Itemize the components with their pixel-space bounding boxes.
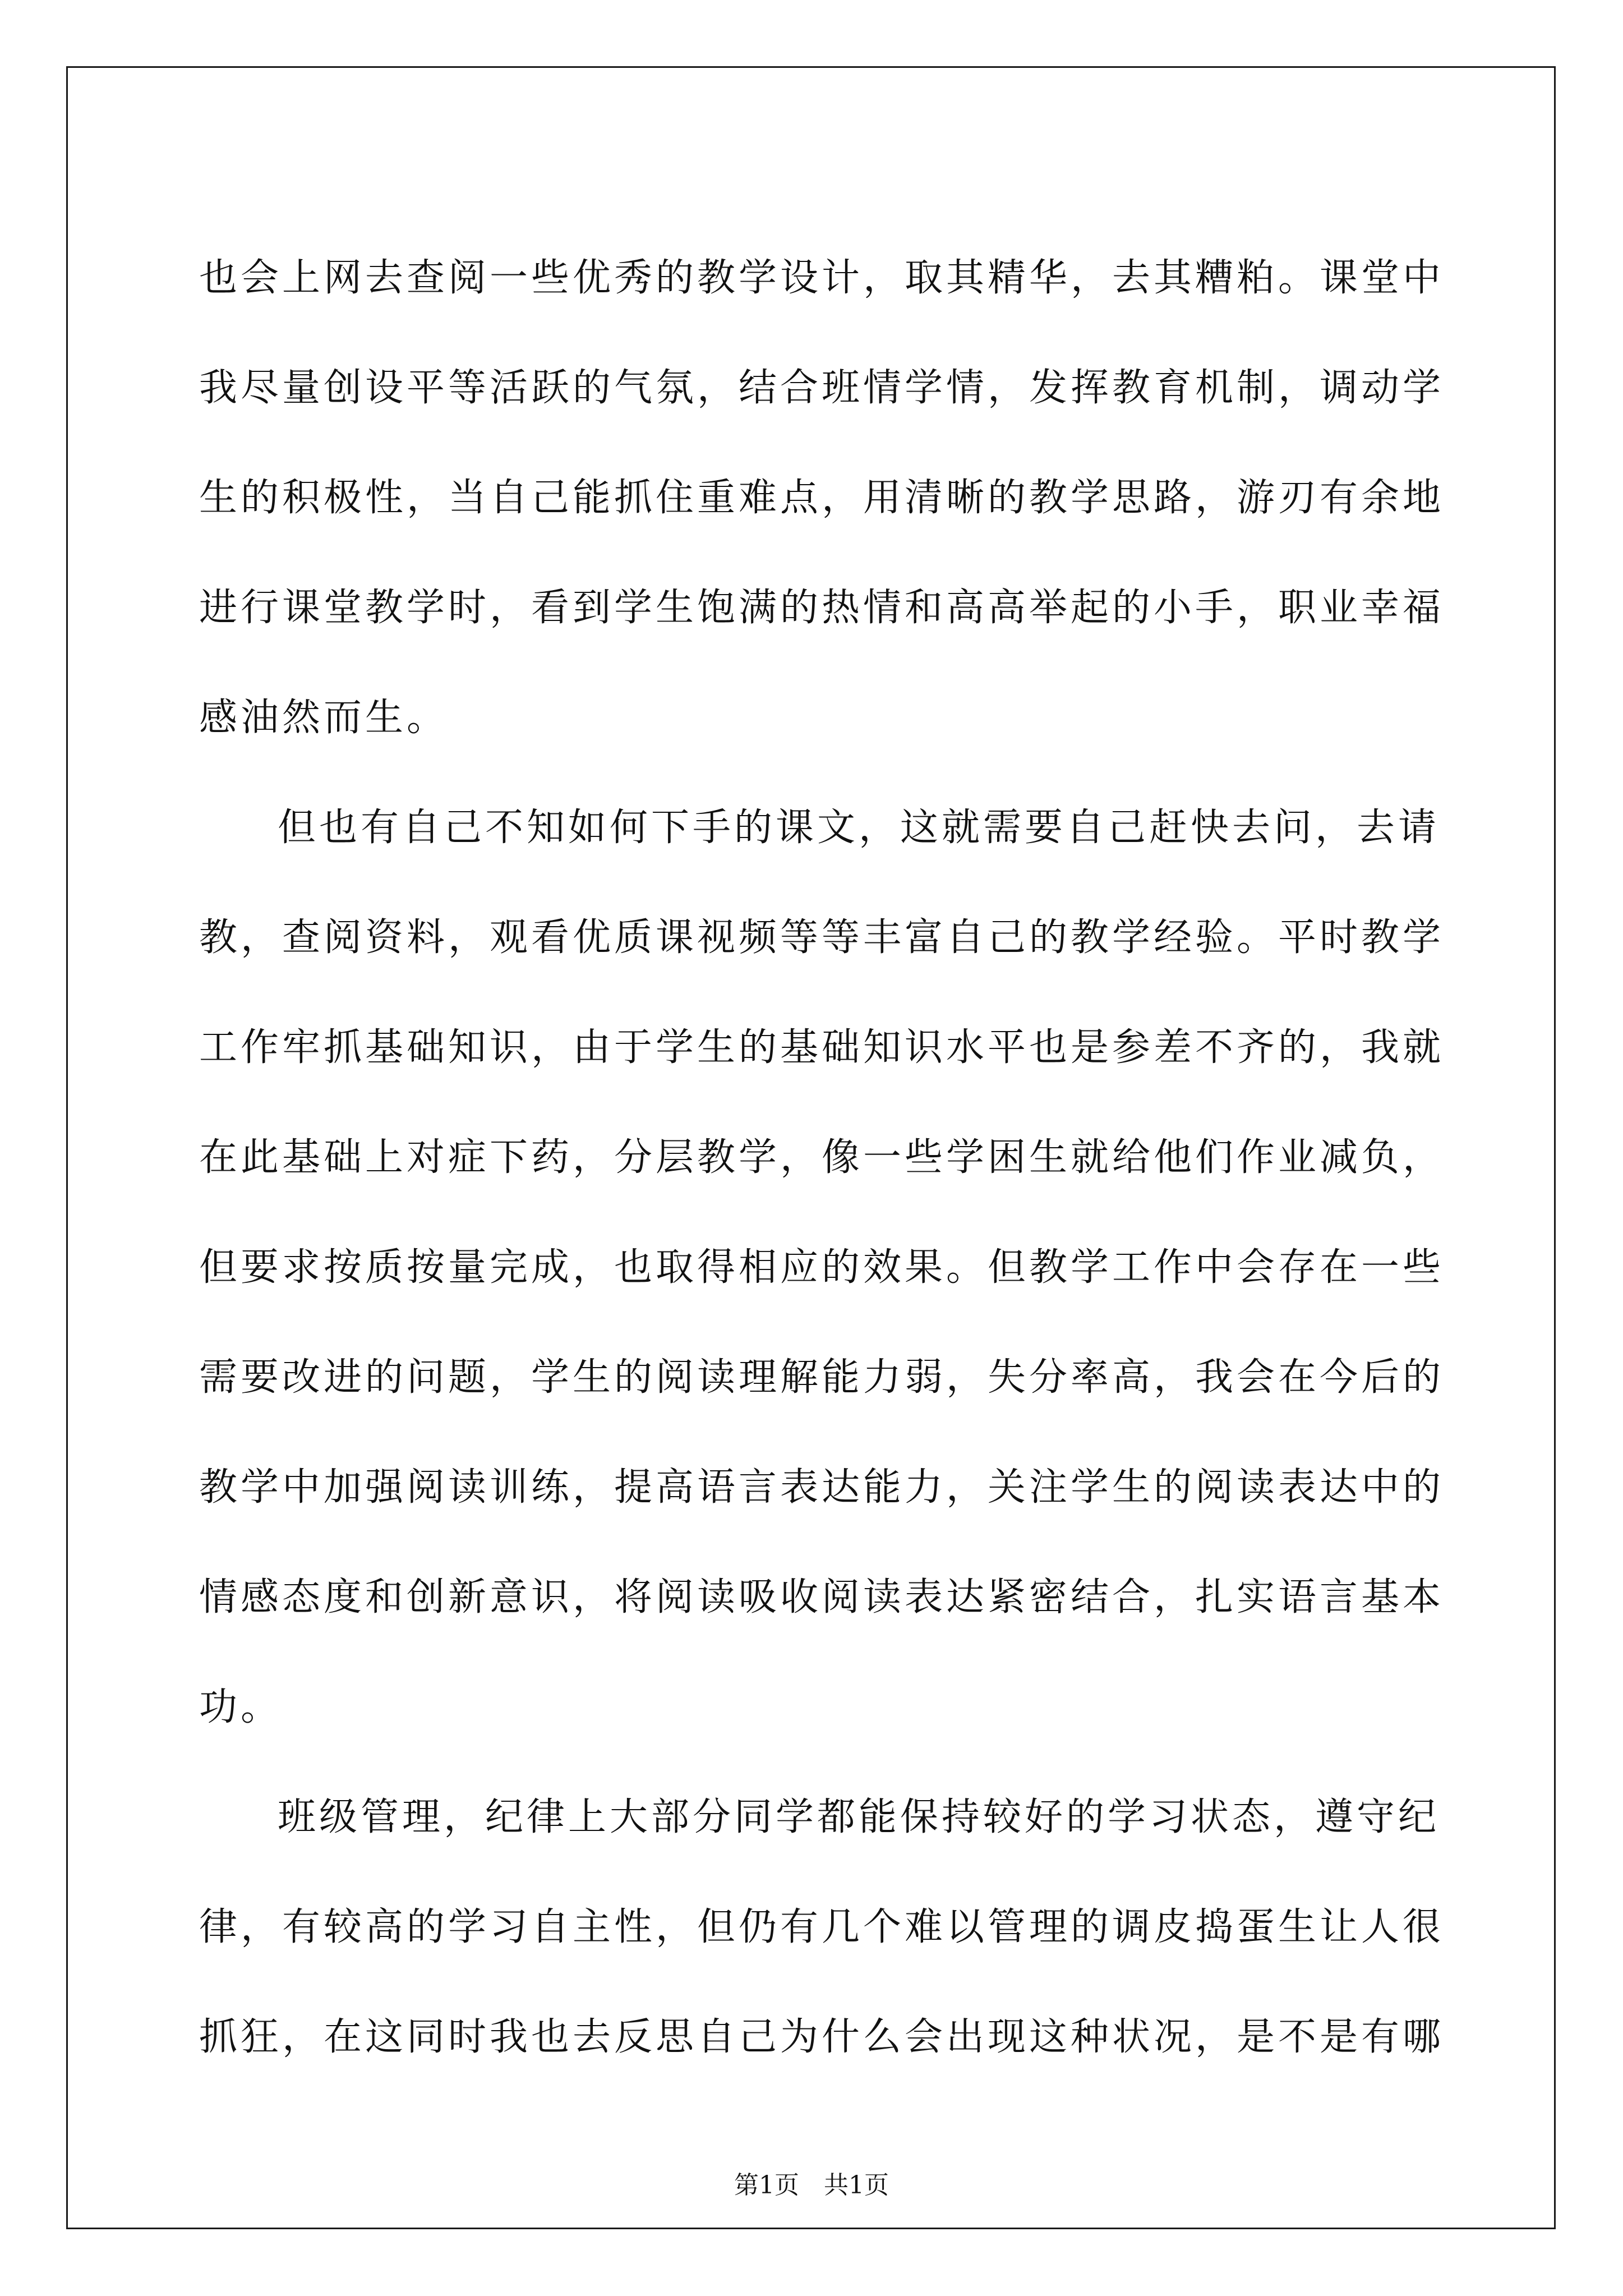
text-line: 工作牢抓基础知识，由于学生的基础知识水平也是参差不齐的，我就 xyxy=(199,1025,1445,1070)
text-line: 抓狂，在这同时我也去反思自己为什么会出现这种状况，是不是有哪 xyxy=(199,2015,1445,2059)
text-line: 情感态度和创新意识，将阅读吸收阅读表达紧密结合，扎实语言基本 xyxy=(199,1575,1445,1619)
text-line: 感油然而生。 xyxy=(199,696,449,740)
page-number-label: 第1页 共1页 xyxy=(734,2171,889,2200)
text-line: 班级管理，纪律上大部分同学都能保持较好的学习状态，遵守纪 xyxy=(278,1795,1440,1839)
text-line: 但要求按质按量完成，也取得相应的效果。但教学工作中会存在一些 xyxy=(199,1245,1445,1290)
text-line: 教学中加强阅读训练，提高语言表达能力，关注学生的阅读表达中的 xyxy=(199,1465,1445,1510)
text-line: 功。 xyxy=(199,1685,283,1729)
text-line: 生的积极性，当自己能抓住重难点，用清晰的教学思路，游刃有余地 xyxy=(199,476,1445,520)
text-line: 也会上网去查阅一些优秀的教学设计，取其精华，去其糟粕。课堂中 xyxy=(199,256,1445,300)
text-line: 在此基础上对症下药，分层教学，像一些学困生就给他们作业减负， xyxy=(199,1135,1445,1180)
text-line: 我尽量创设平等活跃的气氛，结合班情学情，发挥教育机制，调动学 xyxy=(199,366,1445,410)
page-footer xyxy=(0,2169,1623,2202)
document-body xyxy=(199,223,1445,2092)
text-line: 律，有较高的学习自主性，但仍有几个难以管理的调皮捣蛋生让人很 xyxy=(199,1905,1445,1949)
text-line: 但也有自己不知如何下手的课文，这就需要自己赶快去问，去请 xyxy=(278,806,1440,850)
text-line: 需要改进的问题，学生的阅读理解能力弱，失分率高，我会在今后的 xyxy=(199,1355,1445,1400)
text-line: 教，查阅资料，观看优质课视频等等丰富自己的教学经验。平时教学 xyxy=(199,915,1445,960)
text-line: 进行课堂教学时，看到学生饱满的热情和高高举起的小手，职业幸福 xyxy=(199,586,1445,630)
